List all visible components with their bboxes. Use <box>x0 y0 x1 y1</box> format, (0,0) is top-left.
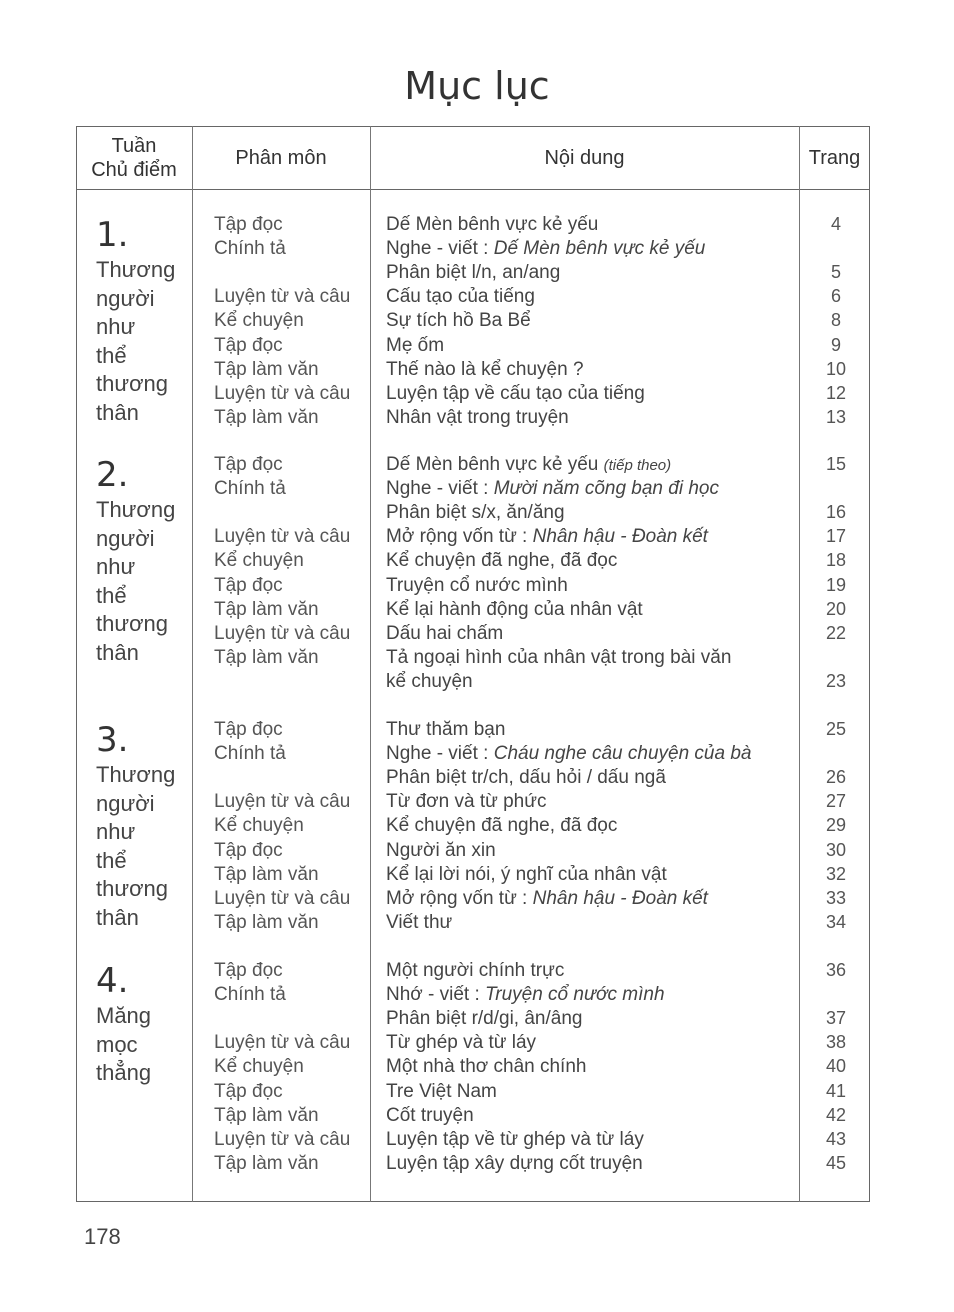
row-subject: Luyện từ và câu <box>214 887 351 909</box>
row-content-text: Luyện tập về từ ghép và từ láy <box>386 1128 644 1150</box>
row-page: 45 <box>825 1152 847 1173</box>
row-content <box>386 671 473 693</box>
row-page: 20 <box>825 598 847 619</box>
row-subject: Tập làm văn <box>214 1104 319 1126</box>
header-subject: Phân môn <box>235 147 327 169</box>
header-week-cell <box>76 134 192 182</box>
row-subject: Luyện từ và câu <box>214 382 351 404</box>
row-content <box>386 286 535 308</box>
row-content <box>386 454 671 476</box>
row-page: 13 <box>825 406 847 427</box>
week-theme <box>96 761 175 932</box>
week-block <box>96 456 175 667</box>
row-content <box>386 1153 643 1175</box>
week-theme-word: như <box>96 314 136 339</box>
page-title: Mục lục <box>404 64 550 108</box>
column-divider <box>370 126 371 1202</box>
row-content-text: Kể chuyện đã nghe, đã đọc <box>386 815 618 837</box>
row-content-text: Truyện cổ nước mình <box>386 574 568 596</box>
week-number: 4. <box>96 961 129 1001</box>
row-content <box>386 840 496 862</box>
row-page: 15 <box>825 454 847 474</box>
row-content <box>386 478 719 500</box>
week-theme-word: thẳng <box>96 1060 152 1085</box>
row-content-text: Luyện tập xây dựng cốt truyện <box>386 1152 643 1174</box>
row-page: 22 <box>825 622 847 643</box>
row-subject: Tập đọc <box>214 719 283 740</box>
row-content <box>386 719 505 741</box>
row-content-text: Mẹ ốm <box>386 334 445 356</box>
row-content <box>386 335 444 357</box>
row-content <box>386 262 560 284</box>
row-subject: Tập đọc <box>214 1080 283 1102</box>
row-content-text: Dế Mèn bênh vực kẻ yếu <box>386 454 604 475</box>
row-subject: Kể chuyện <box>214 1056 304 1078</box>
week-theme-word: như <box>96 819 136 844</box>
row-page: 37 <box>825 1008 847 1029</box>
row-content-text: Tả ngoại hình của nhân vật trong bài văn <box>386 646 732 668</box>
row-subject: Tập làm văn <box>214 911 319 933</box>
week-theme-word: Măng <box>96 1003 152 1028</box>
row-content-prefix: Mở rộng vốn từ : <box>386 887 533 909</box>
week-number: 3. <box>96 720 129 760</box>
week-theme-word: người <box>96 790 155 816</box>
row-content-note: (tiếp theo) <box>603 457 672 474</box>
week-block <box>96 962 151 1088</box>
row-content-text: Phân biệt s/x, ăn/ăng <box>386 502 565 524</box>
week-theme-word: Thương <box>96 497 176 522</box>
row-subject: Luyện từ và câu <box>214 526 351 548</box>
row-content-text: Từ đơn và từ phức <box>386 791 547 813</box>
row-content-text: Một người chính trực <box>386 960 565 981</box>
week-theme-word: thân <box>96 399 139 425</box>
row-content <box>386 550 617 572</box>
week-theme <box>96 256 175 427</box>
row-content-text: Dế Mèn bênh vực kẻ yếu <box>386 214 599 235</box>
week-block <box>96 216 175 427</box>
header-content: Nội dung <box>544 147 625 169</box>
week-block <box>96 721 175 932</box>
row-subject: Tập làm văn <box>214 646 319 668</box>
row-page: 42 <box>825 1104 847 1125</box>
row-subject: Tập làm văn <box>214 406 319 428</box>
row-content <box>386 502 565 524</box>
week-theme-word: thể <box>96 847 127 873</box>
row-content <box>386 960 564 982</box>
row-page: 17 <box>825 526 847 547</box>
row-content <box>386 214 598 236</box>
week-theme-word: thể <box>96 342 127 368</box>
week-theme-word: Thương <box>96 257 176 282</box>
row-content-title: Nhân hậu - Đoàn kết <box>532 887 708 909</box>
week-theme-word: người <box>96 285 155 311</box>
header-page: Trang <box>808 147 861 169</box>
row-content-text: Từ ghép và từ láy <box>386 1032 537 1054</box>
week-theme-word: thân <box>96 639 139 665</box>
row-content-text: Người ăn xin <box>386 839 496 861</box>
row-page: 9 <box>830 334 841 355</box>
row-content <box>386 526 708 548</box>
week-theme-word: thể <box>96 582 127 608</box>
row-content <box>386 647 731 669</box>
week-theme-word: thương <box>96 876 168 901</box>
row-subject: Tập đọc <box>214 960 283 981</box>
row-subject: Chính tả <box>214 478 286 500</box>
week-theme <box>96 1002 151 1088</box>
row-subject: Luyện từ và câu <box>214 1032 351 1054</box>
row-content-text: Viết thư <box>386 911 453 933</box>
row-page: 36 <box>825 960 847 980</box>
header-divider <box>76 189 870 190</box>
row-subject: Chính tả <box>214 743 286 765</box>
row-page: 12 <box>825 382 847 403</box>
row-subject: Tập làm văn <box>214 598 319 620</box>
row-content-title: Dế Mèn bênh vực kẻ yếu <box>493 238 706 260</box>
row-content-text: Tre Việt Nam <box>386 1080 497 1102</box>
row-content-title: Mười năm cõng bạn đi học <box>493 478 719 500</box>
week-theme-word: mọc <box>96 1031 138 1057</box>
row-page: 6 <box>830 286 841 307</box>
row-subject: Tập làm văn <box>214 863 319 885</box>
row-content <box>386 1032 536 1054</box>
row-content <box>386 1105 474 1127</box>
row-content <box>386 767 666 789</box>
row-content-title: Nhân hậu - Đoàn kết <box>532 526 708 548</box>
row-content <box>386 888 708 910</box>
row-content-text: Một nhà thơ chân chính <box>386 1056 587 1078</box>
row-page: 18 <box>825 550 847 571</box>
row-content <box>386 383 645 405</box>
row-subject: Tập đọc <box>214 454 283 475</box>
row-content-text: Thế nào là kể chuyện ? <box>386 358 584 380</box>
row-subject: Chính tả <box>214 238 286 260</box>
week-theme-word: thân <box>96 904 139 930</box>
row-page: 30 <box>825 839 847 860</box>
row-subject: Tập đọc <box>214 334 283 356</box>
row-content-text: Phân biệt l/n, an/ang <box>386 262 561 284</box>
row-content <box>386 623 503 645</box>
row-content-text: Nhân vật trong truyện <box>386 406 569 428</box>
row-content-text: Cấu tạo của tiếng <box>386 286 535 308</box>
row-content-prefix: Mở rộng vốn từ : <box>386 526 533 548</box>
row-content <box>386 815 617 837</box>
row-content-text: Luyện tập về cấu tạo của tiếng <box>386 382 645 404</box>
row-subject: Kể chuyện <box>214 815 304 837</box>
row-content-text: Sự tích hồ Ba Bể <box>386 310 531 332</box>
row-page: 40 <box>825 1056 847 1077</box>
row-page: 16 <box>825 502 847 523</box>
row-page: 43 <box>825 1128 847 1149</box>
row-content-title: Cháu nghe câu chuyện của bà <box>493 743 752 765</box>
week-theme-word: thương <box>96 371 168 396</box>
row-subject: Luyện từ và câu <box>214 1128 351 1150</box>
row-content-text: Dấu hai chấm <box>386 622 504 644</box>
row-content <box>386 1129 644 1151</box>
row-subject: Luyện từ và câu <box>214 622 351 644</box>
row-page: 10 <box>825 358 847 379</box>
row-content-text: Phân biệt r/d/gi, ân/âng <box>386 1008 583 1030</box>
row-content <box>386 912 452 934</box>
header-theme: Chủ điểm <box>91 159 177 181</box>
row-content-text: Kể lại hành động của nhân vật <box>386 598 643 620</box>
row-subject: Chính tả <box>214 984 286 1006</box>
row-page: 34 <box>825 911 847 932</box>
row-content-title: Truyện cổ nước mình <box>485 984 665 1006</box>
row-content-text: kể chuyện <box>386 670 473 692</box>
page-number: 178 <box>84 1224 121 1249</box>
row-content <box>386 1081 497 1103</box>
row-content-prefix: Nghe - viết : <box>386 743 494 765</box>
row-subject: Tập đọc <box>214 839 283 861</box>
row-content <box>386 359 584 381</box>
row-content <box>386 791 546 813</box>
row-page: 32 <box>825 863 847 884</box>
row-content-text: Thư thăm bạn <box>386 719 506 740</box>
header-week: Tuần <box>111 135 157 157</box>
week-theme <box>96 496 175 667</box>
row-page: 38 <box>825 1032 847 1053</box>
row-content-prefix: Nghe - viết : <box>386 238 494 260</box>
row-subject: Tập đọc <box>214 214 283 235</box>
row-subject: Kể chuyện <box>214 550 304 572</box>
row-page: 5 <box>830 262 841 283</box>
week-theme-word: Thương <box>96 762 176 787</box>
row-page: 25 <box>825 719 847 739</box>
row-page: 27 <box>825 791 847 812</box>
row-content <box>386 310 531 332</box>
row-subject: Tập đọc <box>214 574 283 596</box>
row-content-text: Phân biệt tr/ch, dấu hỏi / dấu ngã <box>386 767 666 789</box>
row-page: 19 <box>825 574 847 595</box>
row-subject: Tập làm văn <box>214 358 319 380</box>
row-content-prefix: Nhớ - viết : <box>386 984 486 1006</box>
row-content-text: Cốt truyện <box>386 1104 474 1126</box>
row-content-prefix: Nghe - viết : <box>386 478 494 500</box>
row-content <box>386 238 705 260</box>
row-content-text: Kể lại lời nói, ý nghĩ của nhân vật <box>386 863 667 885</box>
week-theme-word: như <box>96 554 136 579</box>
row-content <box>386 984 665 1006</box>
row-content <box>386 1056 586 1078</box>
row-subject: Kể chuyện <box>214 310 304 332</box>
row-content-text: Kể chuyện đã nghe, đã đọc <box>386 550 618 572</box>
row-content <box>386 599 643 621</box>
week-number: 2. <box>96 455 129 495</box>
row-subject: Tập làm văn <box>214 1152 319 1174</box>
row-page: 41 <box>825 1080 847 1101</box>
row-content <box>386 407 569 429</box>
row-content <box>386 1008 582 1030</box>
row-content <box>386 864 667 886</box>
column-divider <box>192 126 193 1202</box>
row-page: 8 <box>830 310 841 331</box>
row-content <box>386 575 568 597</box>
row-page: 29 <box>825 815 847 836</box>
row-content <box>386 743 751 765</box>
row-subject: Luyện từ và câu <box>214 286 351 308</box>
row-page: 33 <box>825 887 847 908</box>
row-page: 23 <box>825 670 847 691</box>
row-subject: Luyện từ và câu <box>214 791 351 813</box>
row-page: 4 <box>830 214 841 234</box>
column-divider <box>799 126 800 1202</box>
week-number: 1. <box>96 215 129 255</box>
row-page: 26 <box>825 767 847 788</box>
week-theme-word: người <box>96 525 155 551</box>
week-theme-word: thương <box>96 611 168 636</box>
